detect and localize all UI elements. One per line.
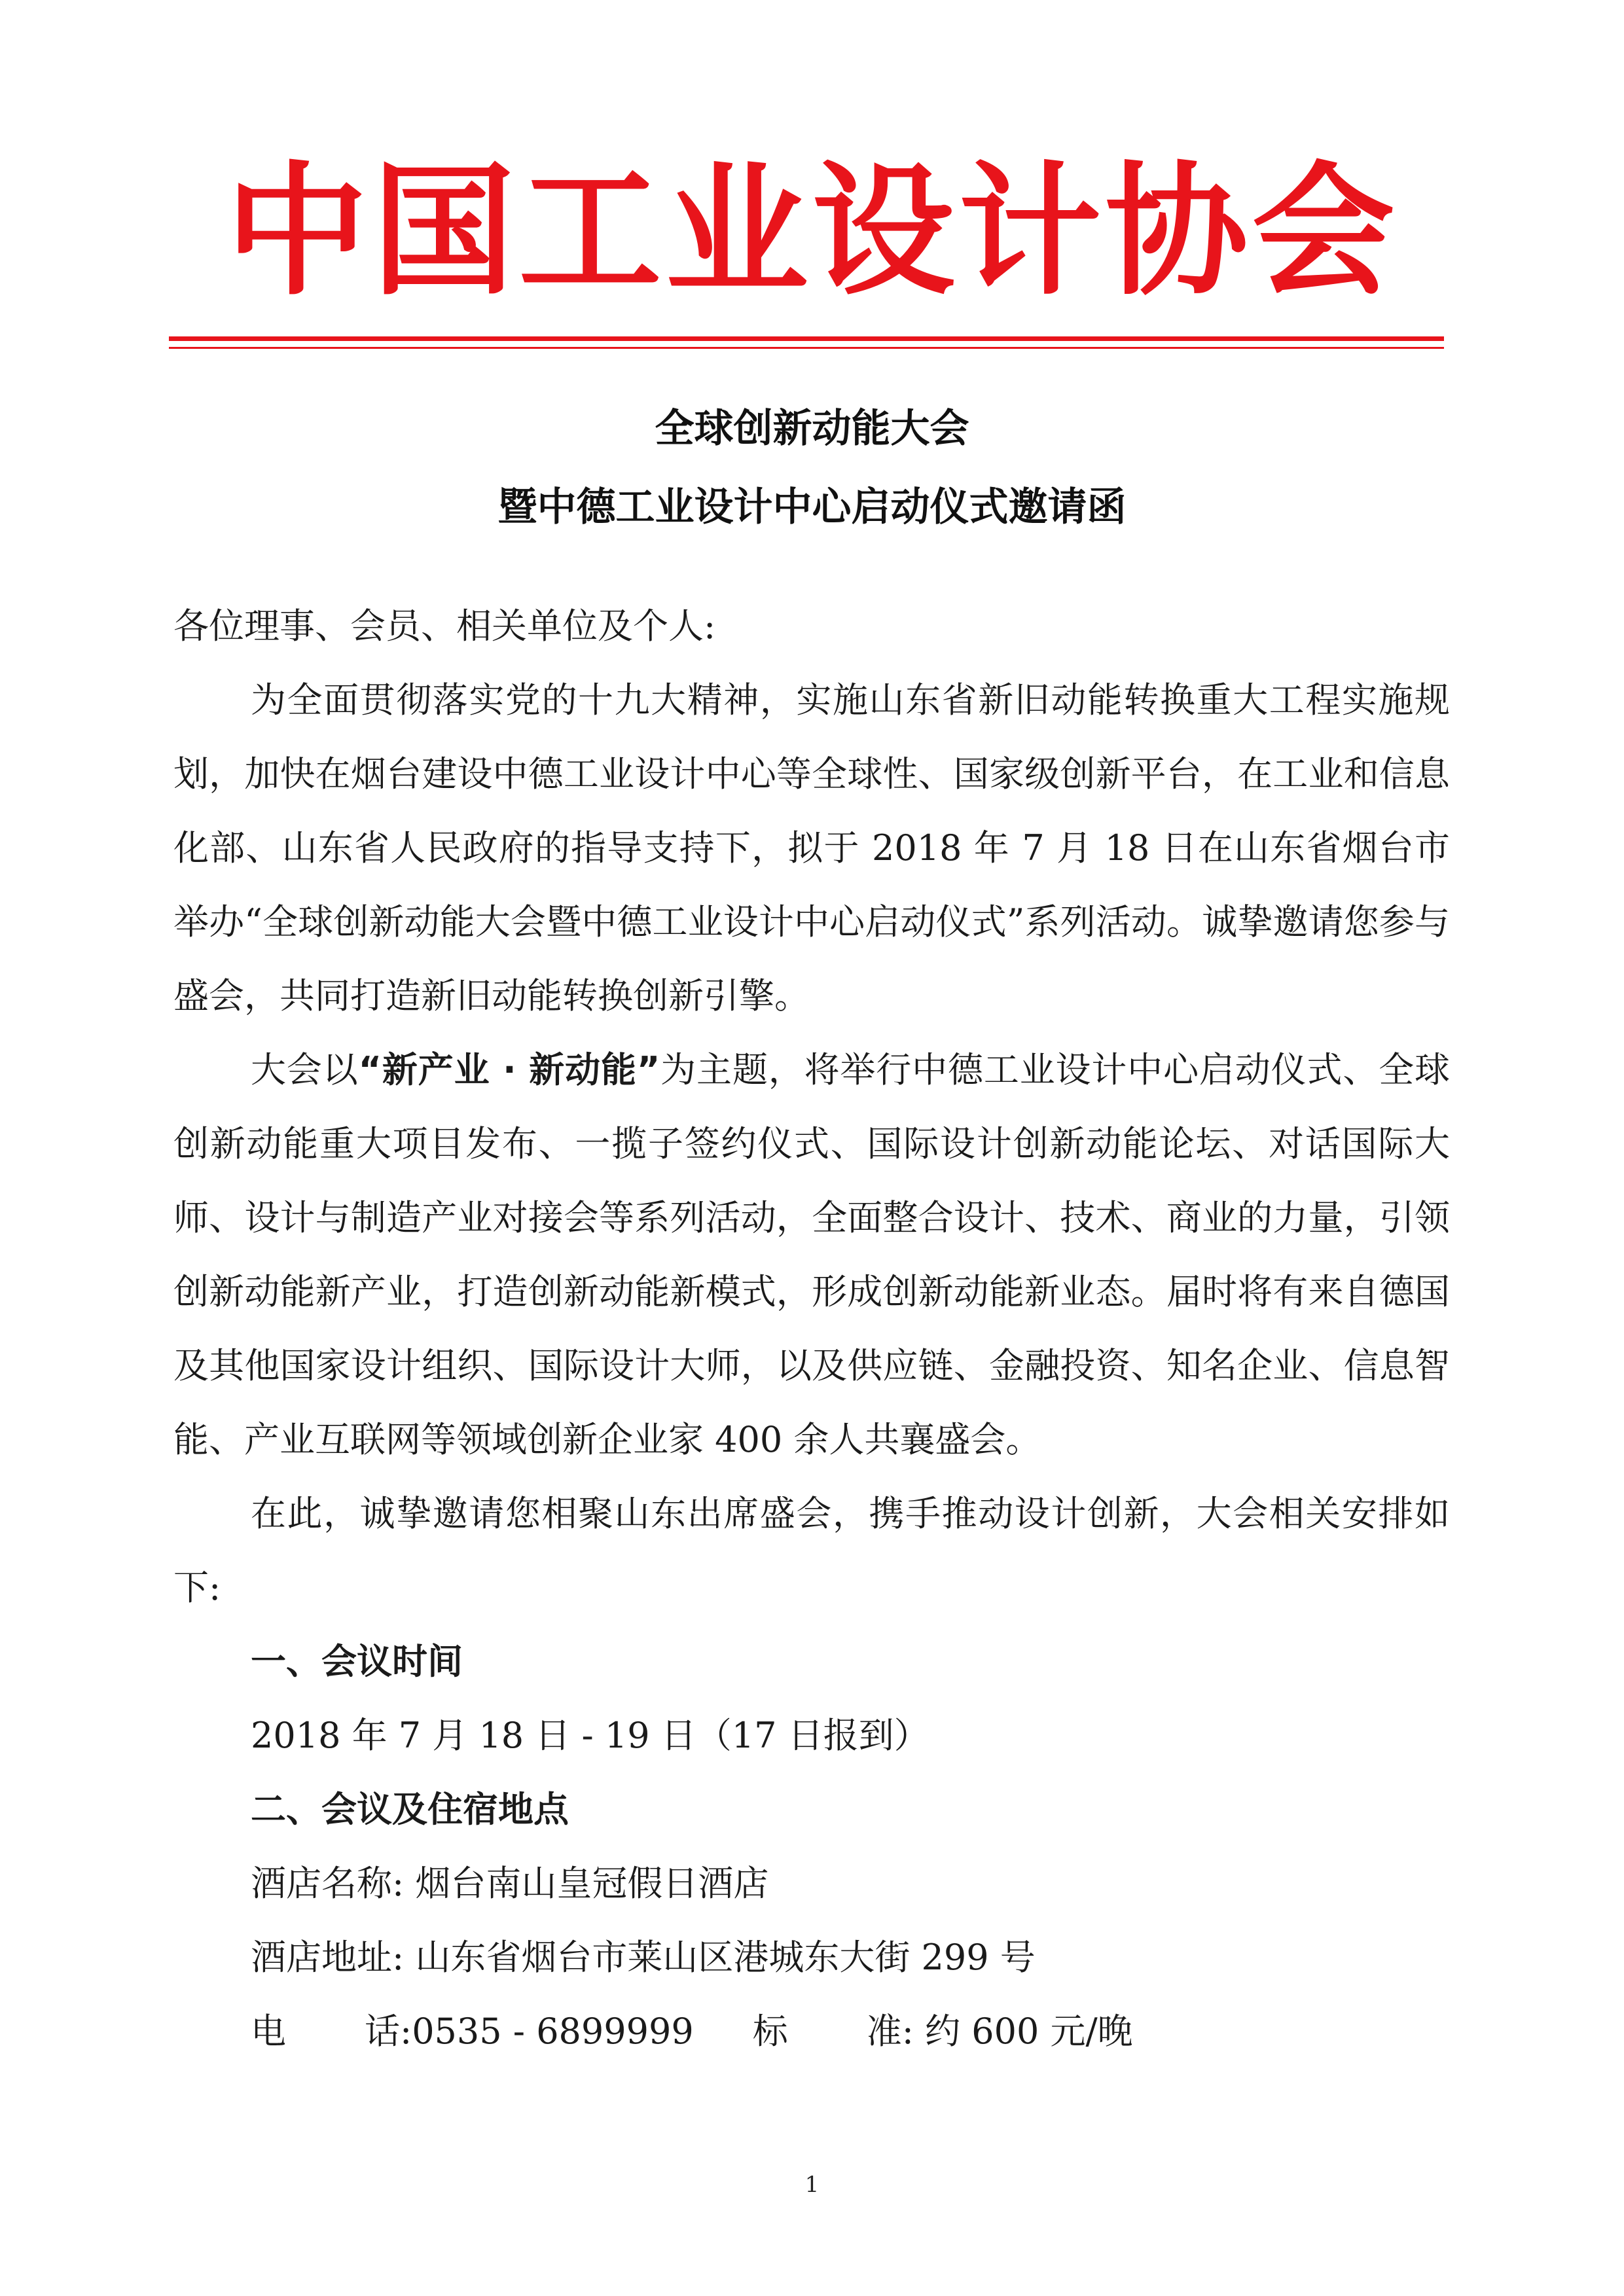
hotel-address-row: [173, 1920, 1450, 1994]
salutation: 各位理事、会员、相关单位及个人:: [173, 605, 716, 647]
theme-highlight: “新产业 · 新动能”: [358, 1049, 660, 1090]
section-heading-time: 一、会议时间: [251, 1641, 463, 1682]
hotel-address-label: 酒店地址:: [251, 1937, 405, 1978]
hotel-name: 烟台南山皇冠假日酒店: [415, 1863, 769, 1904]
meeting-time: 2018 年 7 月 18 日 - 19 日（17 日报到）: [251, 1715, 929, 1756]
hotel-name-row: [173, 1846, 1450, 1920]
phone-label-a: 电: [251, 2011, 286, 2052]
rate-label-b: 准:: [866, 2011, 914, 2052]
paragraph-theme-rest: 为主题，将举行中德工业设计中心启动仪式、全球创新动能重大项目发布、一揽子签约仪式、国际设计创新动能论坛、对话国际大师、设计与制造产业对接会等系列活动，全面整合设计、技术、商业的力量，引领创新动能新产业，打造创新动能新模式，形成创新动能新业态。届时将有来自德国及其他国家设计组织、国际设计大师，以及供应链、金融投资、知名企业、信息智能、产业互联网等领域创新企业家 400 余人共襄盛会。: [173, 1049, 1451, 1460]
room-rate: 约 600 元/晚: [925, 2011, 1133, 2052]
document-title-line1: 全球创新动能大会: [655, 406, 969, 452]
letter-body: [173, 589, 1450, 2068]
paragraph-theme-prefix: 大会以: [251, 1049, 359, 1090]
section-heading-venue: 二、会议及住宿地点: [251, 1789, 569, 1830]
page-number: 1: [804, 2172, 820, 2198]
paragraph-theme: [173, 1033, 1450, 1477]
document-title-line2: 暨中德工业设计中心启动仪式邀请函: [497, 484, 1127, 530]
hotel-address: 山东省烟台市莱山区港城东大街 299 号: [415, 1937, 1036, 1978]
hotel-name-label: 酒店名称:: [251, 1863, 405, 1904]
paragraph-invitation: 在此，诚挚邀请您相聚山东出席盛会，携手推动设计创新，大会相关安排如下:: [173, 1493, 1450, 1608]
letterhead-rule-thick: [169, 336, 1444, 341]
rate-label-a: 标: [752, 2011, 788, 2052]
letterhead-rule-thin: [169, 347, 1444, 349]
phone-number: 0535 - 6899999: [412, 2011, 694, 2052]
paragraph-intro: 为全面贯彻落实党的十九大精神，实施山东省新旧动能转换重大工程实施规划，加快在烟台建设中德工业设计中心等全球性、国家级创新平台，在工业和信息化部、山东省人民政府的指导支持下，拟于 2018 年 7 月 18 日在山东省烟台市举办“全球创新动能大会暨中德工业设计中心启动仪式”系列活动。诚挚邀请您参与盛会，共同打造新旧动能转换创新引擎。: [173, 679, 1450, 1016]
letterhead-org-name: 中国工业设计协会: [225, 149, 1399, 315]
phone-rate-row: [173, 1994, 1450, 2068]
phone-label-b: 话:: [365, 2011, 412, 2052]
